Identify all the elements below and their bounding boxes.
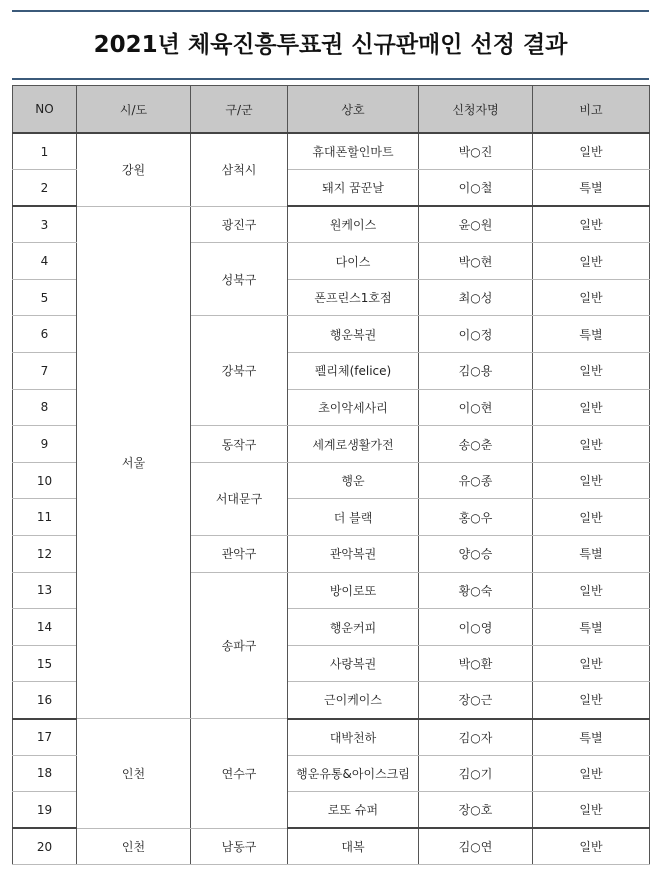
cell-shop-name: 행운복권 (288, 316, 419, 353)
cell-applicant: 김○기 (419, 755, 533, 792)
cell-shop-name: 관악복권 (288, 536, 419, 573)
cell-note: 특별 (533, 719, 650, 756)
cell-applicant: 이○철 (419, 170, 533, 207)
cell-no: 3 (13, 206, 77, 243)
table-row (13, 828, 650, 865)
cell-gugun: 동작구 (191, 426, 288, 463)
cell-note: 일반 (533, 133, 650, 170)
cell-gugun: 성북구 (191, 243, 288, 316)
cell-no: 6 (13, 316, 77, 353)
cell-no: 9 (13, 426, 77, 463)
cell-applicant: 양○승 (419, 536, 533, 573)
cell-sido: 강원 (77, 133, 191, 206)
results-table (12, 85, 650, 865)
cell-no: 19 (13, 792, 77, 829)
cell-applicant: 김○연 (419, 828, 533, 865)
cell-no: 12 (13, 536, 77, 573)
cell-shop-name: 세계로생활가전 (288, 426, 419, 463)
cell-note: 일반 (533, 243, 650, 280)
cell-shop-name: 폰프린스1호점 (288, 279, 419, 316)
cell-sido: 인천 (77, 719, 191, 829)
cell-applicant: 이○영 (419, 609, 533, 646)
cell-gugun: 남동구 (191, 828, 288, 865)
cell-shop-name: 다이스 (288, 243, 419, 280)
cell-note: 일반 (533, 279, 650, 316)
cell-shop-name: 휴대폰할인마트 (288, 133, 419, 170)
page-title: 2021년 체육진흥투표권 신규판매인 선정 결과 (93, 32, 568, 58)
cell-no: 2 (13, 170, 77, 207)
cell-no: 15 (13, 645, 77, 682)
cell-gugun: 송파구 (191, 572, 288, 718)
cell-shop-name: 대박천하 (288, 719, 419, 756)
cell-note: 일반 (533, 426, 650, 463)
cell-note: 일반 (533, 462, 650, 499)
header-sido: 시/도 (77, 86, 191, 134)
cell-shop-name: 로또 슈퍼 (288, 792, 419, 829)
cell-gugun: 광진구 (191, 206, 288, 243)
cell-applicant: 김○용 (419, 353, 533, 390)
header-shop-name: 상호 (288, 86, 419, 134)
cell-applicant: 김○자 (419, 719, 533, 756)
header-applicant: 신청자명 (419, 86, 533, 134)
header-note: 비고 (533, 86, 650, 134)
cell-note: 일반 (533, 389, 650, 426)
cell-no: 4 (13, 243, 77, 280)
cell-shop-name: 행운커피 (288, 609, 419, 646)
cell-gugun: 연수구 (191, 719, 288, 829)
cell-note: 특별 (533, 536, 650, 573)
cell-applicant: 홍○우 (419, 499, 533, 536)
cell-shop-name: 방이로또 (288, 572, 419, 609)
cell-no: 11 (13, 499, 77, 536)
header-no: NO (13, 86, 77, 134)
cell-note: 특별 (533, 316, 650, 353)
cell-applicant: 이○현 (419, 389, 533, 426)
cell-no: 13 (13, 572, 77, 609)
cell-applicant: 박○환 (419, 645, 533, 682)
cell-note: 일반 (533, 572, 650, 609)
cell-no: 14 (13, 609, 77, 646)
cell-no: 7 (13, 353, 77, 390)
cell-sido: 인천 (77, 828, 191, 865)
cell-shop-name: 돼지 꿈꾼날 (288, 170, 419, 207)
cell-sido: 서울 (77, 206, 191, 718)
cell-no: 8 (13, 389, 77, 426)
cell-applicant: 최○성 (419, 279, 533, 316)
table-row (13, 133, 650, 170)
cell-gugun: 강북구 (191, 316, 288, 426)
cell-applicant: 이○정 (419, 316, 533, 353)
cell-gugun: 관악구 (191, 536, 288, 573)
cell-note: 일반 (533, 353, 650, 390)
cell-shop-name: 펠리체(felice) (288, 353, 419, 390)
cell-no: 16 (13, 682, 77, 719)
cell-no: 10 (13, 462, 77, 499)
cell-shop-name: 더 블랙 (288, 499, 419, 536)
cell-no: 5 (13, 279, 77, 316)
cell-note: 일반 (533, 792, 650, 829)
cell-applicant: 박○진 (419, 133, 533, 170)
header-gugun: 구/군 (191, 86, 288, 134)
cell-shop-name: 대복 (288, 828, 419, 865)
cell-shop-name: 근이케이스 (288, 682, 419, 719)
cell-gugun: 서대문구 (191, 462, 288, 535)
cell-applicant: 장○호 (419, 792, 533, 829)
cell-applicant: 송○춘 (419, 426, 533, 463)
title-top-rule (12, 10, 649, 12)
cell-shop-name: 초이악세사리 (288, 389, 419, 426)
cell-applicant: 장○근 (419, 682, 533, 719)
cell-note: 일반 (533, 499, 650, 536)
cell-applicant: 황○숙 (419, 572, 533, 609)
cell-note: 특별 (533, 170, 650, 207)
cell-note: 일반 (533, 206, 650, 243)
table-row (13, 206, 650, 243)
cell-no: 1 (13, 133, 77, 170)
cell-applicant: 윤○원 (419, 206, 533, 243)
cell-applicant: 유○종 (419, 462, 533, 499)
title-bottom-rule (12, 78, 649, 80)
table-row (13, 719, 650, 756)
cell-shop-name: 원케이스 (288, 206, 419, 243)
cell-shop-name: 행운 (288, 462, 419, 499)
cell-note: 일반 (533, 645, 650, 682)
cell-no: 20 (13, 828, 77, 865)
cell-shop-name: 사랑복권 (288, 645, 419, 682)
cell-gugun: 삼척시 (191, 133, 288, 206)
cell-note: 특별 (533, 609, 650, 646)
cell-shop-name: 행운유통&아이스크림 (288, 755, 419, 792)
table-header-row (13, 86, 650, 134)
cell-no: 17 (13, 719, 77, 756)
cell-note: 일반 (533, 828, 650, 865)
cell-note: 일반 (533, 682, 650, 719)
cell-applicant: 박○현 (419, 243, 533, 280)
cell-note: 일반 (533, 755, 650, 792)
cell-no: 18 (13, 755, 77, 792)
